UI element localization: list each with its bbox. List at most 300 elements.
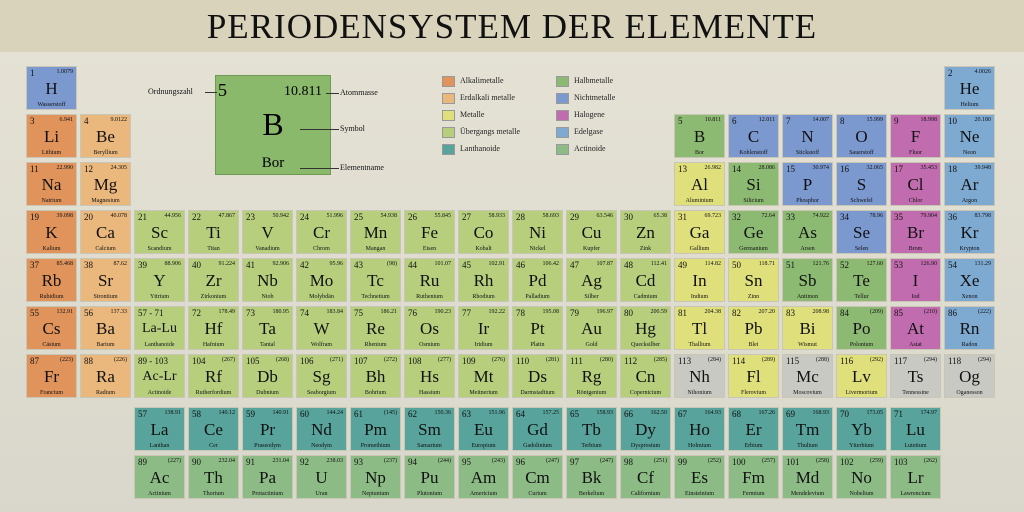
- element-name: Indium: [690, 294, 709, 300]
- element-cell-ta: [242, 306, 293, 350]
- element-cell-bi: [782, 306, 833, 350]
- element-symbol: Cr: [313, 223, 330, 242]
- element-cell-ho: [674, 407, 725, 451]
- element-cell-sn: [728, 258, 779, 302]
- element-symbol: Rg: [581, 367, 602, 386]
- element-number: 2: [948, 68, 953, 78]
- element-name: Sauerstoff: [849, 150, 874, 156]
- element-mass: (277): [438, 357, 451, 363]
- element-mass: 118.71: [758, 261, 775, 267]
- element-symbol: Ce: [204, 420, 223, 439]
- element-number: 17: [894, 164, 903, 174]
- element-symbol: Ac: [149, 468, 170, 487]
- element-mass: 92.906: [272, 261, 289, 267]
- element-symbol: C: [747, 127, 760, 146]
- element-mass: 54.938: [380, 213, 397, 219]
- element-cell-bh: [350, 354, 401, 398]
- element-cell-cm: [512, 455, 563, 499]
- key-symbol: B: [262, 106, 284, 142]
- element-name: Tantal: [260, 342, 275, 348]
- element-symbol: Co: [473, 223, 494, 242]
- element-cell-tm: [782, 407, 833, 451]
- element-cell-c: [728, 114, 779, 158]
- element-name: Yttrium: [150, 294, 169, 300]
- element-mass: 87.62: [113, 261, 127, 267]
- element-symbol: Nb: [257, 271, 278, 290]
- element-name: Phosphor: [796, 198, 819, 204]
- element-number: 43: [354, 260, 363, 270]
- element-mass: 1.0079: [56, 69, 73, 75]
- element-name: Samarium: [417, 443, 442, 449]
- element-number: 103: [894, 457, 908, 467]
- element-mass: 58.693: [542, 213, 559, 219]
- element-symbol: Pa: [259, 468, 276, 487]
- element-mass: 69.723: [704, 213, 721, 219]
- element-mass: 65.38: [653, 213, 667, 219]
- element-number: 18: [948, 164, 957, 174]
- element-name: Thallium: [688, 342, 711, 348]
- element-symbol: Po: [852, 319, 871, 338]
- element-symbol: Xe: [959, 271, 980, 290]
- element-mass: 91.224: [218, 261, 235, 267]
- legend-swatch: [442, 93, 455, 104]
- element-cell-ac: [134, 455, 185, 499]
- element-cell-np: [350, 455, 401, 499]
- element-symbol: Tm: [795, 420, 820, 439]
- element-mass: (285): [654, 357, 667, 363]
- element-symbol: Ge: [743, 223, 764, 242]
- element-cell-li: [26, 114, 77, 158]
- element-number: 77: [462, 308, 471, 318]
- element-symbol: Lu: [906, 420, 925, 439]
- element-symbol: S: [856, 175, 867, 194]
- element-name: Fluor: [908, 150, 922, 156]
- element-symbol: Pd: [528, 271, 547, 290]
- element-cell-br: [890, 210, 941, 254]
- element-cell-ru: [404, 258, 455, 302]
- element-mass: 28.086: [758, 165, 775, 171]
- key-mass: 10.811: [284, 84, 322, 99]
- element-symbol: Sm: [418, 420, 441, 439]
- element-mass: 180.95: [272, 309, 289, 315]
- element-symbol: Lv: [852, 367, 871, 386]
- element-symbol: Lr: [907, 468, 924, 487]
- element-mass: 204.38: [704, 309, 721, 315]
- element-cell-lu: [890, 407, 941, 451]
- element-name: Niob: [261, 294, 274, 300]
- element-number: 71: [894, 409, 903, 419]
- legend-item: [556, 143, 606, 154]
- element-number: 26: [408, 212, 417, 222]
- element-cell-ir: [458, 306, 509, 350]
- element-mass: 126.90: [920, 261, 937, 267]
- element-name: Terbium: [581, 443, 602, 449]
- element-mass: 157.25: [542, 410, 559, 416]
- element-cell-na: [26, 162, 77, 206]
- element-mass: 186.21: [380, 309, 397, 315]
- element-number: 25: [354, 212, 363, 222]
- element-name: Rhenium: [364, 342, 387, 348]
- element-symbol: Br: [907, 223, 924, 242]
- legend-label: Actinoide: [574, 144, 606, 153]
- element-number: 114: [732, 356, 746, 366]
- key-name-label: Elementname: [340, 163, 384, 172]
- element-cell-sc: [134, 210, 185, 254]
- element-name: Gallium: [689, 246, 710, 252]
- element-symbol: Mg: [93, 175, 118, 194]
- element-name: Oganesson: [956, 390, 983, 396]
- element-cell-gd: [512, 407, 563, 451]
- element-symbol: Ts: [907, 367, 924, 386]
- element-number: 32: [732, 212, 741, 222]
- element-number: 74: [300, 308, 309, 318]
- element-number: 27: [462, 212, 471, 222]
- element-symbol: W: [313, 319, 330, 338]
- element-cell-w: [296, 306, 347, 350]
- element-mass: 238.03: [326, 458, 343, 464]
- element-number: 35: [894, 212, 903, 222]
- element-cell-xe: [944, 258, 995, 302]
- element-number: 100: [732, 457, 746, 467]
- element-name: Ytterbium: [849, 443, 874, 449]
- element-symbol: Pt: [530, 319, 545, 338]
- element-number: 64: [516, 409, 525, 419]
- element-symbol: Y: [153, 271, 166, 290]
- element-mass: (226): [114, 357, 127, 363]
- element-cell-ti: [188, 210, 239, 254]
- element-mass: (262): [924, 458, 937, 464]
- element-cell-la-lu: [134, 306, 185, 350]
- element-number: 69: [786, 409, 795, 419]
- legend-swatch: [556, 76, 569, 87]
- element-name: Strontium: [93, 294, 118, 300]
- element-cell-dy: [620, 407, 671, 451]
- element-symbol: Sb: [798, 271, 817, 290]
- element-number: 66: [624, 409, 633, 419]
- element-cell-mt: [458, 354, 509, 398]
- element-name: Kobalt: [475, 246, 492, 252]
- element-cell-nh: [674, 354, 725, 398]
- element-symbol: Cd: [635, 271, 656, 290]
- element-mass: (280): [600, 357, 613, 363]
- element-cell-tl: [674, 306, 725, 350]
- element-mass: (288): [816, 357, 829, 363]
- element-cell-ra: [80, 354, 131, 398]
- element-cell-b: [674, 114, 725, 158]
- element-cell-ga: [674, 210, 725, 254]
- element-mass: (237): [384, 458, 397, 464]
- legend-swatch: [556, 127, 569, 138]
- element-mass: 178.49: [218, 309, 235, 315]
- element-cell-o: [836, 114, 887, 158]
- element-symbol: Se: [853, 223, 870, 242]
- element-mass: 6.941: [59, 117, 73, 123]
- element-mass: (247): [546, 458, 559, 464]
- element-name: Cadmium: [633, 294, 658, 300]
- element-symbol: Fm: [742, 468, 765, 487]
- element-symbol: Dy: [635, 420, 656, 439]
- element-mass: (145): [384, 410, 397, 416]
- element-number: 45: [462, 260, 471, 270]
- element-cell-hf: [188, 306, 239, 350]
- element-cell-fr: [26, 354, 77, 398]
- element-symbol: Ca: [96, 223, 115, 242]
- element-name: Silber: [584, 294, 599, 300]
- element-symbol: Hg: [635, 319, 656, 338]
- element-name: Zirkonium: [200, 294, 227, 300]
- element-name: Iod: [911, 294, 920, 300]
- element-mass: 88.906: [164, 261, 181, 267]
- key-name-line: [300, 168, 339, 169]
- element-name: Tennessine: [902, 390, 929, 396]
- element-number: 24: [300, 212, 309, 222]
- element-number: 80: [624, 308, 633, 318]
- element-symbol: La: [150, 420, 169, 439]
- legend-item: [556, 75, 613, 86]
- element-name: Krypton: [959, 246, 980, 252]
- element-number: 73: [246, 308, 255, 318]
- element-cell-ni: [512, 210, 563, 254]
- element-mass: (267): [222, 357, 235, 363]
- element-symbol: He: [959, 79, 980, 98]
- element-mass: 83.798: [974, 213, 991, 219]
- element-symbol: Er: [745, 420, 762, 439]
- element-number: 44: [408, 260, 417, 270]
- element-symbol: N: [801, 127, 814, 146]
- element-number: 38: [84, 260, 93, 270]
- element-number: 106: [300, 356, 314, 366]
- element-mass: 195.08: [542, 309, 559, 315]
- element-name: Ruthenium: [416, 294, 443, 300]
- legend-label: Halbmetalle: [574, 76, 614, 85]
- element-name: Osmium: [419, 342, 440, 348]
- element-name: Aluminium: [685, 198, 714, 204]
- element-name: Chlor: [908, 198, 923, 204]
- legend-item: [442, 92, 515, 103]
- element-symbol: Tb: [582, 420, 601, 439]
- element-number: 4: [84, 116, 89, 126]
- element-name: Plutonium: [416, 491, 442, 497]
- element-symbol: U: [315, 468, 328, 487]
- element-name: Europium: [471, 443, 496, 449]
- element-number: 56: [84, 308, 93, 318]
- element-name: Germanium: [739, 246, 768, 252]
- element-number: 21: [138, 212, 147, 222]
- element-name: Kalium: [42, 246, 61, 252]
- element-symbol: Mc: [796, 367, 819, 386]
- element-symbol: Ar: [960, 175, 979, 194]
- element-cell-cr: [296, 210, 347, 254]
- element-cell-mg: [80, 162, 131, 206]
- element-name: Erbium: [744, 443, 763, 449]
- element-name: Neptunium: [362, 491, 389, 497]
- element-cell-la: [134, 407, 185, 451]
- element-number: 28: [516, 212, 525, 222]
- element-symbol: Cf: [637, 468, 654, 487]
- element-number: 11: [30, 164, 39, 174]
- element-cell-ts: [890, 354, 941, 398]
- element-number: 82: [732, 308, 741, 318]
- element-cell-fe: [404, 210, 455, 254]
- element-name: Actinoide: [147, 390, 172, 396]
- element-number: 116: [840, 356, 854, 366]
- element-cell-si: [728, 162, 779, 206]
- element-name: Tellur: [854, 294, 869, 300]
- legend-item: [556, 109, 605, 120]
- element-number: 85: [894, 308, 903, 318]
- key-number-label: Ordnungszahl: [148, 87, 193, 96]
- element-mass: 15.999: [866, 117, 883, 123]
- element-number: 91: [246, 457, 255, 467]
- element-cell-nb: [242, 258, 293, 302]
- element-mass: (281): [546, 357, 559, 363]
- key-element-box: [215, 75, 331, 175]
- element-name: Wolfram: [310, 342, 333, 348]
- key-number-line: [205, 92, 217, 93]
- element-mass: 22.990: [56, 165, 73, 171]
- element-mass: 167.26: [758, 410, 775, 416]
- element-name: Livermorium: [845, 390, 878, 396]
- element-cell-og: [944, 354, 995, 398]
- element-number: 99: [678, 457, 687, 467]
- element-number: 86: [948, 308, 957, 318]
- element-cell-h: [26, 66, 77, 110]
- element-symbol: Nd: [311, 420, 332, 439]
- element-mass: 74.922: [812, 213, 829, 219]
- element-number: 104: [192, 356, 206, 366]
- element-mass: 131.29: [974, 261, 991, 267]
- element-number: 117: [894, 356, 908, 366]
- element-number: 8: [840, 116, 845, 126]
- element-number: 65: [570, 409, 579, 419]
- element-number: 30: [624, 212, 633, 222]
- element-symbol: Yb: [851, 420, 872, 439]
- element-name: Actinium: [148, 491, 171, 497]
- element-cell-eu: [458, 407, 509, 451]
- element-mass: 40.078: [110, 213, 127, 219]
- element-number: 87: [30, 356, 39, 366]
- element-mass: (98): [387, 261, 397, 267]
- element-name: Californium: [630, 491, 661, 497]
- element-name: Thulium: [797, 443, 818, 449]
- element-symbol: Np: [365, 468, 386, 487]
- element-name: Magnesium: [91, 198, 120, 204]
- element-symbol: Fr: [43, 367, 60, 386]
- element-cell-re: [350, 306, 401, 350]
- element-mass: 79.904: [920, 213, 937, 219]
- element-cell-n: [782, 114, 833, 158]
- element-mass: 9.0122: [110, 117, 127, 123]
- element-symbol: Hf: [204, 319, 223, 338]
- element-symbol: Te: [853, 271, 870, 290]
- element-name: Zink: [639, 246, 652, 252]
- element-symbol: Og: [959, 367, 980, 386]
- element-symbol: Nh: [689, 367, 710, 386]
- element-number: 39: [138, 260, 147, 270]
- element-number: 115: [786, 356, 800, 366]
- element-symbol: I: [912, 271, 919, 290]
- element-name: Astat: [909, 342, 922, 348]
- element-mass: 150.36: [434, 410, 451, 416]
- element-number: 62: [408, 409, 417, 419]
- element-name: Nickel: [529, 246, 546, 252]
- legend-label: Übergangs metalle: [460, 127, 521, 136]
- element-symbol: Cm: [525, 468, 550, 487]
- element-number: 50: [732, 260, 741, 270]
- element-mass: 168.93: [812, 410, 829, 416]
- element-cell-as: [782, 210, 833, 254]
- element-number: 88: [84, 356, 93, 366]
- element-cell-pd: [512, 258, 563, 302]
- element-symbol: Eu: [474, 420, 493, 439]
- key-name: Bor: [261, 155, 285, 171]
- element-number: 58: [192, 409, 201, 419]
- element-name: Curium: [528, 491, 547, 497]
- element-symbol: Zr: [205, 271, 222, 290]
- element-name: Silicium: [743, 198, 764, 204]
- element-number: 105: [246, 356, 260, 366]
- element-mass: 158.93: [596, 410, 613, 416]
- element-symbol: Sc: [151, 223, 168, 242]
- element-mass: 208.98: [812, 309, 829, 315]
- element-mass: 137.33: [110, 309, 127, 315]
- element-symbol: F: [910, 127, 921, 146]
- element-cell-cs: [26, 306, 77, 350]
- element-name: Titan: [207, 246, 220, 252]
- element-mass: 174.97: [920, 410, 937, 416]
- legend-item: [442, 143, 500, 154]
- element-name: Iridium: [474, 342, 493, 348]
- element-cell-rh: [458, 258, 509, 302]
- element-mass: 39.098: [56, 213, 73, 219]
- element-cell-pb: [728, 306, 779, 350]
- element-symbol: Ds: [528, 367, 547, 386]
- legend-item: [442, 75, 504, 86]
- element-name: Hafnium: [202, 342, 225, 348]
- element-number: 3: [30, 116, 35, 126]
- element-number: 97: [570, 457, 579, 467]
- element-cell-ar: [944, 162, 995, 206]
- element-name: Barium: [96, 342, 115, 348]
- element-number: 54: [948, 260, 957, 270]
- element-cell-au: [566, 306, 617, 350]
- legend-swatch: [442, 144, 455, 155]
- element-number: 19: [30, 212, 39, 222]
- element-symbol: Re: [366, 319, 385, 338]
- element-mass: 196.97: [596, 309, 613, 315]
- element-cell-tb: [566, 407, 617, 451]
- element-number: 76: [408, 308, 417, 318]
- element-number: 42: [300, 260, 309, 270]
- element-cell-bk: [566, 455, 617, 499]
- element-number: 57 - 71: [138, 308, 164, 318]
- element-cell-mo: [296, 258, 347, 302]
- key-symbol-label: Symbol: [340, 124, 365, 133]
- element-number: 55: [30, 308, 39, 318]
- element-symbol: Rh: [473, 271, 494, 290]
- element-number: 72: [192, 308, 201, 318]
- element-symbol: Cu: [581, 223, 602, 242]
- element-name: Calcium: [95, 246, 116, 252]
- element-cell-rb: [26, 258, 77, 302]
- element-name: Stickstoff: [795, 150, 820, 156]
- element-cell-mn: [350, 210, 401, 254]
- element-mass: 173.05: [866, 410, 883, 416]
- element-name: Protactinium: [252, 491, 283, 497]
- element-cell-db: [242, 354, 293, 398]
- element-mass: 26.982: [704, 165, 721, 171]
- legend-swatch: [556, 110, 569, 121]
